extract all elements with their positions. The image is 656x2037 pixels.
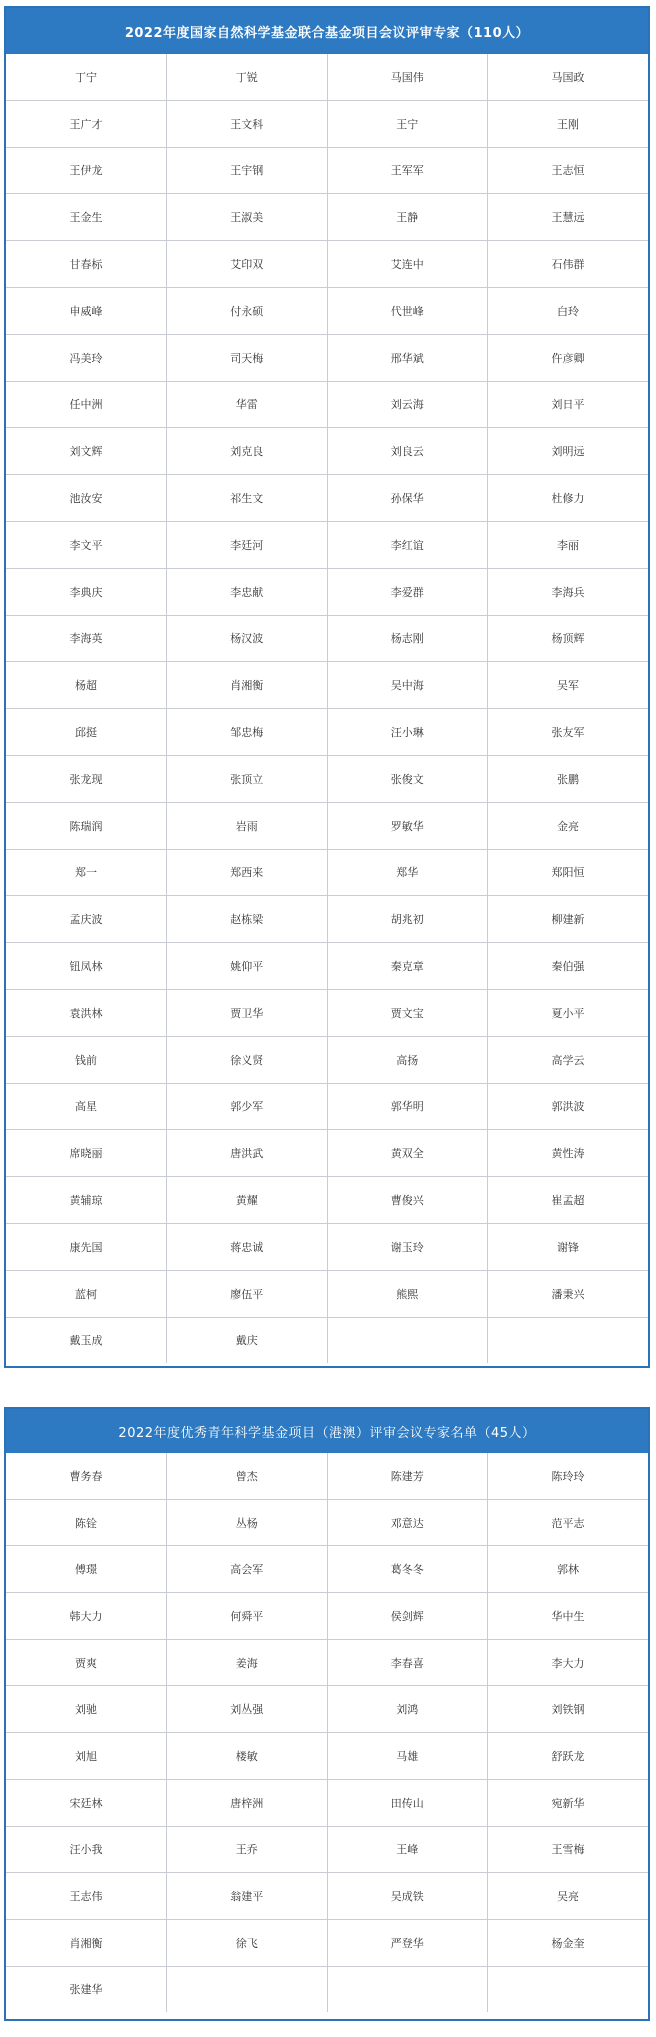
- expert-name: 金亮: [488, 802, 649, 849]
- expert-name: 郑阳恒: [488, 849, 649, 896]
- expert-name: 吴成铁: [327, 1873, 488, 1920]
- table-row: [6, 1036, 648, 1083]
- table-row: [6, 849, 648, 896]
- expert-name: 蒋忠诚: [167, 1223, 328, 1270]
- table-row: [6, 943, 648, 990]
- table-row: [6, 1317, 648, 1363]
- expert-name: 邱挺: [6, 709, 167, 756]
- expert-name: 黄性涛: [488, 1130, 649, 1177]
- expert-name: 王志伟: [6, 1873, 167, 1920]
- expert-name: 徐飞: [167, 1919, 328, 1966]
- expert-name: 唐梓洲: [167, 1779, 328, 1826]
- expert-name: 李丽: [488, 521, 649, 568]
- table-row: [6, 1593, 648, 1640]
- expert-name: 李春喜: [327, 1639, 488, 1686]
- expert-name: 蓝柯: [6, 1270, 167, 1317]
- table-row: [6, 1686, 648, 1733]
- expert-name: 姚仰平: [167, 943, 328, 990]
- expert-name: 王文科: [167, 100, 328, 147]
- expert-name: 邓意达: [327, 1499, 488, 1546]
- expert-name: 张龙现: [6, 755, 167, 802]
- expert-name: 李大力: [488, 1639, 649, 1686]
- expert-name: 戴庆: [167, 1317, 328, 1363]
- expert-name: 郭少军: [167, 1083, 328, 1130]
- expert-name: 韩大力: [6, 1593, 167, 1640]
- expert-name: 夏小平: [488, 989, 649, 1036]
- expert-name: 贾文宝: [327, 989, 488, 1036]
- expert-name: 王伊龙: [6, 147, 167, 194]
- expert-name: 汪小我: [6, 1826, 167, 1873]
- table-row: [6, 709, 648, 756]
- expert-name: 傅璟: [6, 1546, 167, 1593]
- expert-name: 丁宁: [6, 54, 167, 100]
- expert-name: 孟庆波: [6, 896, 167, 943]
- expert-name: 谢玉玲: [327, 1223, 488, 1270]
- expert-name: 李海英: [6, 615, 167, 662]
- expert-name: 李廷河: [167, 521, 328, 568]
- expert-name: 张鹏: [488, 755, 649, 802]
- table-row: [6, 334, 648, 381]
- table-row: [6, 1083, 648, 1130]
- expert-name: 祁生文: [167, 475, 328, 522]
- table-row: [6, 1966, 648, 2012]
- expert-name: 吴亮: [488, 1873, 649, 1920]
- expert-name: 代世峰: [327, 287, 488, 334]
- panel-title: 2022年度国家自然科学基金联合基金项目会议评审专家（110人）: [6, 8, 648, 54]
- table-row: [6, 521, 648, 568]
- expert-name: 范平志: [488, 1499, 649, 1546]
- expert-name: 邢华斌: [327, 334, 488, 381]
- expert-name: 王淑美: [167, 194, 328, 241]
- expert-name: 宛新华: [488, 1779, 649, 1826]
- expert-name: 钱前: [6, 1036, 167, 1083]
- expert-name: 刘丛强: [167, 1686, 328, 1733]
- expert-name: 黄耀: [167, 1177, 328, 1224]
- expert-name: 王静: [327, 194, 488, 241]
- expert-name: 冯美玲: [6, 334, 167, 381]
- expert-name: 高会军: [167, 1546, 328, 1593]
- table-row: [6, 1779, 648, 1826]
- expert-name: 杨金奎: [488, 1919, 649, 1966]
- empty-cell: [327, 1966, 488, 2012]
- table-row: [6, 1453, 648, 1499]
- expert-name: 王刚: [488, 100, 649, 147]
- expert-name: 肖湘衡: [6, 1919, 167, 1966]
- expert-name: 谢锋: [488, 1223, 649, 1270]
- expert-name: 马雄: [327, 1733, 488, 1780]
- expert-name: 田传山: [327, 1779, 488, 1826]
- experts-table: [6, 54, 648, 1363]
- expert-name: 杨顶辉: [488, 615, 649, 662]
- expert-name: 廖伍平: [167, 1270, 328, 1317]
- expert-name: 郭林: [488, 1546, 649, 1593]
- expert-name: 孙保华: [327, 475, 488, 522]
- table-row: [6, 802, 648, 849]
- expert-name: 崔孟超: [488, 1177, 649, 1224]
- table-row: [6, 755, 648, 802]
- expert-name: 马国伟: [327, 54, 488, 100]
- expert-name: 唐洪武: [167, 1130, 328, 1177]
- table-row: [6, 241, 648, 288]
- table-row: [6, 568, 648, 615]
- expert-name: 钮凤林: [6, 943, 167, 990]
- expert-name: 刘克良: [167, 428, 328, 475]
- expert-name: 华雷: [167, 381, 328, 428]
- expert-name: 郑一: [6, 849, 167, 896]
- table-row: [6, 1733, 648, 1780]
- expert-name: 严登华: [327, 1919, 488, 1966]
- expert-name: 甘春标: [6, 241, 167, 288]
- expert-name: 徐义贤: [167, 1036, 328, 1083]
- expert-name: 李爱群: [327, 568, 488, 615]
- expert-name: 池汝安: [6, 475, 167, 522]
- expert-name: 王乔: [167, 1826, 328, 1873]
- expert-name: 曹俊兴: [327, 1177, 488, 1224]
- expert-name: 张友军: [488, 709, 649, 756]
- expert-name: 仵彦卿: [488, 334, 649, 381]
- empty-cell: [488, 1966, 649, 2012]
- empty-cell: [167, 1966, 328, 2012]
- expert-name: 司天梅: [167, 334, 328, 381]
- expert-name: 王广才: [6, 100, 167, 147]
- expert-name: 康先国: [6, 1223, 167, 1270]
- expert-name: 郑华: [327, 849, 488, 896]
- panel-title: 2022年度优秀青年科学基金项目（港澳）评审会议专家名单（45人）: [6, 1409, 648, 1453]
- expert-name: 何舜平: [167, 1593, 328, 1640]
- expert-name: 王金生: [6, 194, 167, 241]
- expert-name: 刘云海: [327, 381, 488, 428]
- expert-name: 陈铨: [6, 1499, 167, 1546]
- expert-name: 曾杰: [167, 1453, 328, 1499]
- expert-name: 王志恒: [488, 147, 649, 194]
- expert-name: 王宇钢: [167, 147, 328, 194]
- expert-name: 刘良云: [327, 428, 488, 475]
- expert-name: 李典庆: [6, 568, 167, 615]
- expert-name: 潘秉兴: [488, 1270, 649, 1317]
- expert-name: 郑西来: [167, 849, 328, 896]
- table-row: [6, 1177, 648, 1224]
- expert-name: 石伟群: [488, 241, 649, 288]
- expert-name: 刘驰: [6, 1686, 167, 1733]
- expert-name: 袁洪林: [6, 989, 167, 1036]
- expert-name: 陈瑞润: [6, 802, 167, 849]
- expert-name: 曹务春: [6, 1453, 167, 1499]
- table-row: [6, 1826, 648, 1873]
- expert-name: 戴玉成: [6, 1317, 167, 1363]
- table-row: [6, 1639, 648, 1686]
- expert-name: 吴中海: [327, 662, 488, 709]
- expert-name: 席晓丽: [6, 1130, 167, 1177]
- expert-name: 刘明远: [488, 428, 649, 475]
- table-row: [6, 1546, 648, 1593]
- table-row: [6, 428, 648, 475]
- expert-name: 艾印双: [167, 241, 328, 288]
- table-row: [6, 896, 648, 943]
- expert-name: 张建华: [6, 1966, 167, 2012]
- expert-name: 陈玲玲: [488, 1453, 649, 1499]
- table-row: [6, 1270, 648, 1317]
- expert-name: 高星: [6, 1083, 167, 1130]
- expert-name: 杨志刚: [327, 615, 488, 662]
- expert-name: 杨汉波: [167, 615, 328, 662]
- expert-name: 王军军: [327, 147, 488, 194]
- expert-name: 郭洪波: [488, 1083, 649, 1130]
- table-row: [6, 989, 648, 1036]
- table-row: [6, 287, 648, 334]
- table-row: [6, 1919, 648, 1966]
- expert-name: 李忠献: [167, 568, 328, 615]
- expert-name: 黄辅琼: [6, 1177, 167, 1224]
- expert-name: 秦伯强: [488, 943, 649, 990]
- expert-name: 马国政: [488, 54, 649, 100]
- table-row: [6, 1873, 648, 1920]
- expert-name: 刘铁钢: [488, 1686, 649, 1733]
- expert-name: 丁锐: [167, 54, 328, 100]
- expert-name: 王宁: [327, 100, 488, 147]
- table-row: [6, 1130, 648, 1177]
- expert-name: 李海兵: [488, 568, 649, 615]
- experts-panel-joint-fund: [4, 6, 650, 1368]
- expert-name: 申威峰: [6, 287, 167, 334]
- expert-name: 任中洲: [6, 381, 167, 428]
- expert-name: 汪小琳: [327, 709, 488, 756]
- expert-name: 刘鸿: [327, 1686, 488, 1733]
- expert-name: 张顶立: [167, 755, 328, 802]
- expert-name: 胡兆初: [327, 896, 488, 943]
- experts-table: [6, 1453, 648, 2012]
- expert-name: 刘日平: [488, 381, 649, 428]
- expert-name: 付永硕: [167, 287, 328, 334]
- expert-name: 丛杨: [167, 1499, 328, 1546]
- expert-name: 邹忠梅: [167, 709, 328, 756]
- table-row: [6, 662, 648, 709]
- table-row: [6, 1499, 648, 1546]
- table-row: [6, 615, 648, 662]
- expert-name: 侯剑辉: [327, 1593, 488, 1640]
- expert-name: 楼敏: [167, 1733, 328, 1780]
- expert-name: 宋廷林: [6, 1779, 167, 1826]
- table-row: [6, 194, 648, 241]
- expert-name: 王慧远: [488, 194, 649, 241]
- expert-name: 陈建芳: [327, 1453, 488, 1499]
- table-row: [6, 475, 648, 522]
- expert-name: 张俊文: [327, 755, 488, 802]
- expert-name: 郭华明: [327, 1083, 488, 1130]
- expert-name: 杨超: [6, 662, 167, 709]
- expert-name: 姜海: [167, 1639, 328, 1686]
- table-row: [6, 54, 648, 100]
- expert-name: 舒跃龙: [488, 1733, 649, 1780]
- expert-name: 杜修力: [488, 475, 649, 522]
- expert-name: 吴军: [488, 662, 649, 709]
- expert-name: 李文平: [6, 521, 167, 568]
- expert-name: 罗敏华: [327, 802, 488, 849]
- table-row: [6, 381, 648, 428]
- expert-name: 黄双全: [327, 1130, 488, 1177]
- experts-panel-young-scientists-hk-macao: [4, 1407, 650, 2021]
- expert-name: 贾爽: [6, 1639, 167, 1686]
- expert-name: 柳建新: [488, 896, 649, 943]
- table-row: [6, 1223, 648, 1270]
- table-row: [6, 100, 648, 147]
- expert-name: 赵栋梁: [167, 896, 328, 943]
- expert-name: 秦克章: [327, 943, 488, 990]
- expert-name: 岩雨: [167, 802, 328, 849]
- expert-name: 熊熙: [327, 1270, 488, 1317]
- expert-name: 高学云: [488, 1036, 649, 1083]
- expert-name: 李红谊: [327, 521, 488, 568]
- expert-name: 刘旭: [6, 1733, 167, 1780]
- expert-name: 华中生: [488, 1593, 649, 1640]
- expert-name: 高扬: [327, 1036, 488, 1083]
- expert-name: 肖湘衡: [167, 662, 328, 709]
- table-row: [6, 147, 648, 194]
- expert-name: 刘文辉: [6, 428, 167, 475]
- expert-name: 王雪梅: [488, 1826, 649, 1873]
- empty-cell: [327, 1317, 488, 1363]
- expert-name: 贾卫华: [167, 989, 328, 1036]
- expert-name: 白玲: [488, 287, 649, 334]
- empty-cell: [488, 1317, 649, 1363]
- expert-name: 葛冬冬: [327, 1546, 488, 1593]
- expert-name: 王峰: [327, 1826, 488, 1873]
- expert-name: 艾连中: [327, 241, 488, 288]
- expert-name: 翁建平: [167, 1873, 328, 1920]
